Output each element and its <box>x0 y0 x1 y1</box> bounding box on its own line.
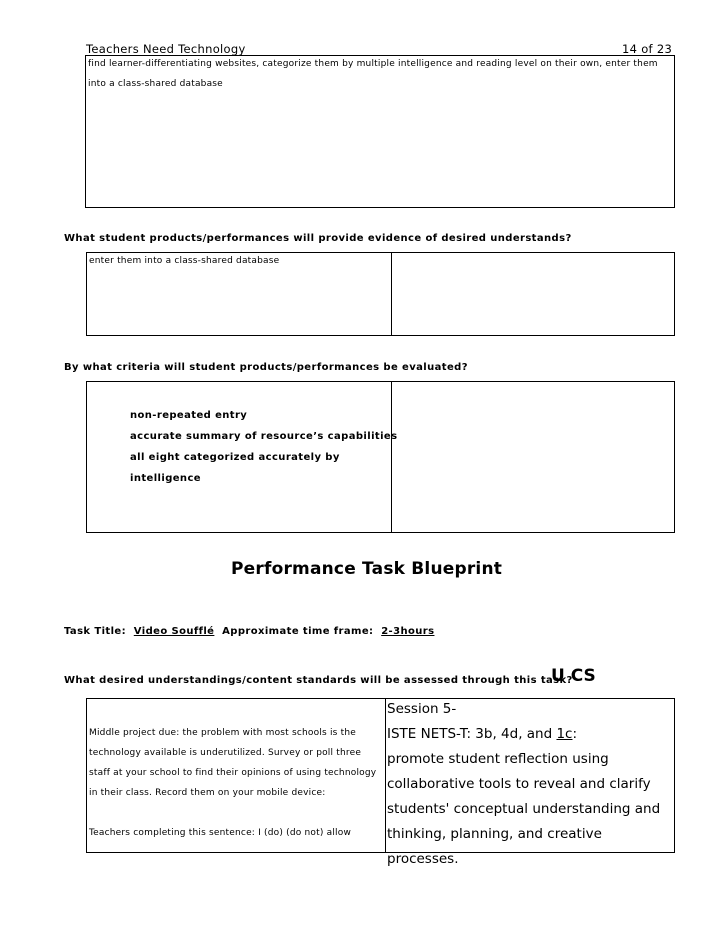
standards-table <box>86 698 675 867</box>
task-title-value: Video Soufflé <box>133 626 215 637</box>
task-description-line: Teachers completing this sentence: I (do) (do not) allow <box>89 828 352 838</box>
question-products: What student products/performances will provide evidence of desired understands? <box>64 233 572 244</box>
task-line <box>64 626 434 637</box>
standards-column-divider <box>385 699 386 852</box>
criteria-table <box>86 381 675 533</box>
nets-prefix: ISTE NETS-T: 3b, 4d, and <box>387 726 557 742</box>
timeframe-value: 2-3hours <box>381 626 435 637</box>
document-title: Teachers Need Technology <box>86 42 246 56</box>
products-table <box>86 252 675 336</box>
timeframe-label: Approximate time frame: <box>222 626 374 637</box>
standards-code: U CS <box>551 666 596 686</box>
task-description <box>89 723 376 843</box>
session-label: Session 5- <box>387 701 457 717</box>
nets-line <box>387 722 674 747</box>
task-description-line: technology available is underutilized. Survey or poll three <box>89 748 362 758</box>
standards-description <box>387 697 674 872</box>
nets-suffix: : <box>572 726 578 742</box>
blueprint-heading: Performance Task Blueprint <box>231 559 503 579</box>
task-description-line: in their class. Record them on your mobile device: <box>89 788 326 798</box>
standard-line: promote student reflection using <box>387 751 609 767</box>
page-number: 14 of 23 <box>622 42 673 56</box>
strategies-text: find learner-differentiating websites, categorize them by multiple intelligence and reading level on their own, enter them into a class-shared database <box>88 59 658 89</box>
products-left-cell: enter them into a class-shared database <box>89 256 280 266</box>
criteria-list <box>130 405 397 489</box>
question-standards: What desired understandings/content standards will be assessed through this task? <box>64 675 573 686</box>
task-description-line: Middle project due: the problem with most schools is the <box>89 728 356 738</box>
criteria-item: non-repeated entry <box>130 410 248 421</box>
standard-line: collaborative tools to reveal and clarify <box>387 776 651 792</box>
task-title-label: Task Title: <box>64 626 127 637</box>
standard-line: students' conceptual understanding and <box>387 801 661 817</box>
strategies-box <box>85 55 675 208</box>
task-description-line: staff at your school to find their opinions of using technology <box>89 768 377 778</box>
criteria-item: all eight categorized accurately by <box>130 452 340 463</box>
standard-line: thinking, planning, and creative processes. <box>387 826 602 867</box>
products-column-divider <box>391 253 392 335</box>
nets-link[interactable]: 1c <box>556 726 573 742</box>
task-description-line <box>89 803 376 823</box>
criteria-item: accurate summary of resource’s capabilities <box>130 431 398 442</box>
criteria-item: intelligence <box>130 473 201 484</box>
question-criteria: By what criteria will student products/performances be evaluated? <box>64 362 468 373</box>
